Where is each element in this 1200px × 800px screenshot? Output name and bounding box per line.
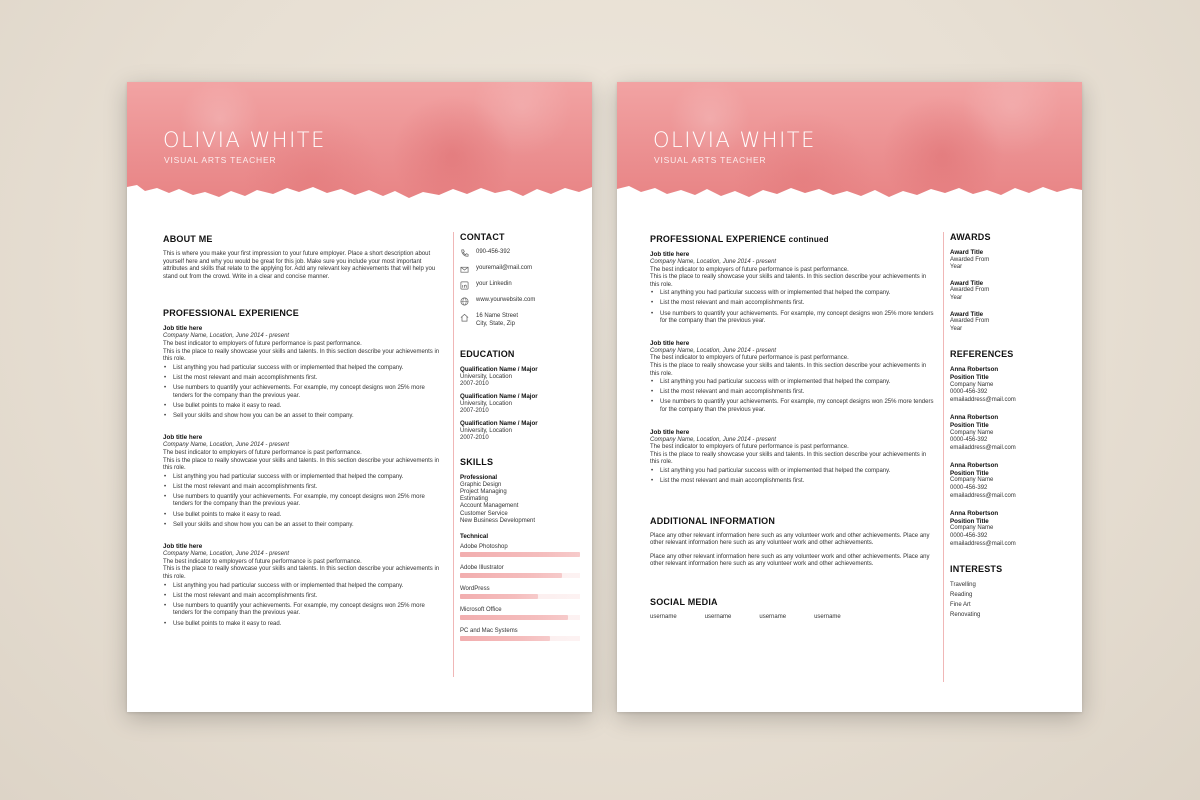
contact-linkedin xyxy=(460,281,583,290)
additional-info-text: Place any other relevant information here such as any volunteer work and other achievements. Place any other relevant information here such as any volunteer work and other achievements. xyxy=(650,532,930,547)
reference-company: Company Name xyxy=(950,477,994,484)
linkedin-icon xyxy=(460,281,469,290)
home-icon xyxy=(460,313,469,322)
skill-level-fill xyxy=(460,552,580,557)
continued-label: continued xyxy=(788,235,829,244)
job-bullet: • List the most relevant and main accomplishments first. xyxy=(650,300,935,308)
job-bullet: • List anything you had particular success with or implemented that helped the company. xyxy=(650,379,935,387)
experience-continued-heading xyxy=(650,234,935,244)
university-location: University, Location xyxy=(460,400,512,407)
additional-info-heading: ADDITIONAL INFORMATION xyxy=(650,515,776,526)
envelope-icon xyxy=(460,265,469,274)
address-block xyxy=(476,313,518,328)
main-column xyxy=(163,234,441,642)
skill-level-fill xyxy=(460,615,568,620)
qualification-name: Qualification Name / Major xyxy=(460,393,538,401)
job-bullet-list xyxy=(650,290,935,325)
technical-skill-name: Microsoft Office xyxy=(460,606,502,613)
job-bullet: • List the most relevant and main accomplishments first. xyxy=(650,478,935,486)
job-bullet: • Use numbers to quantify your achievements. For example, my concept designs won 25% more tenders for the company than the previous year. xyxy=(650,311,935,326)
job-title: Job title here xyxy=(650,251,690,258)
job-company: Company Name, Location, June 2014 - present xyxy=(163,551,290,558)
awarded-from: Awarded From xyxy=(950,287,990,294)
job-bullet: • Use bullet points to make it easy to read. xyxy=(163,403,441,411)
skill-level-bar xyxy=(460,615,580,620)
skill-level-fill xyxy=(460,636,550,641)
social-media-list xyxy=(650,614,935,620)
job-summary: The best indicator to employers of future performance is past performance. xyxy=(163,449,362,456)
job-bullet: • List the most relevant and main accomplishments first. xyxy=(650,389,935,397)
skill-item: Customer Service xyxy=(460,510,508,517)
about-heading: ABOUT ME xyxy=(163,234,213,244)
job-bullet: • Use numbers to quantify your achievements. For example, my concept designs won 25% more tenders for the company than the previous year. xyxy=(163,494,441,509)
reference-entry xyxy=(950,414,1073,452)
technical-skill-name: Adobe Illustrator xyxy=(460,564,504,571)
job-entry xyxy=(650,340,935,415)
job-company: Company Name, Location, June 2014 - present xyxy=(650,259,777,265)
job-entry xyxy=(650,429,935,486)
reference-name: Anna Robertson xyxy=(950,366,999,374)
skill-item: Estimating xyxy=(460,496,489,503)
technical-skill xyxy=(460,585,583,599)
reference-email: emailaddress@mail.com xyxy=(950,396,1016,403)
technical-skill xyxy=(460,543,583,557)
education-years: 2007-2010 xyxy=(460,407,489,414)
job-description: This is the place to really showcase your skills and talents. In this section describe your achievements in this role. xyxy=(650,362,927,377)
job-bullet: • Sell your skills and show how you can be an asset to their company. xyxy=(163,522,441,530)
reference-entry xyxy=(950,462,1073,500)
watercolor-header-banner xyxy=(617,82,1082,204)
skills-heading: SKILLS xyxy=(460,457,494,468)
skill-item: Account Management xyxy=(460,503,519,510)
award-entry xyxy=(950,311,1073,334)
torn-edge-decoration xyxy=(127,179,592,205)
university-location: University, Location xyxy=(460,373,512,380)
job-bullet: • Use numbers to quantify your achievements. For example, my concept designs won 25% more tenders for the company than the previous year. xyxy=(650,399,935,414)
education-years: 2007-2010 xyxy=(460,434,489,441)
award-year: Year xyxy=(950,264,963,271)
reference-entry xyxy=(950,510,1073,548)
job-bullet: • Sell your skills and show how you can be an asset to their company. xyxy=(163,413,441,421)
interest-item: Fine Art xyxy=(950,601,971,608)
social-username[interactable]: username xyxy=(814,613,841,620)
job-bullet: • List anything you had particular success with or implemented that helped the company. xyxy=(650,290,935,298)
skill-item: Graphic Design xyxy=(460,481,502,488)
watercolor-header-banner xyxy=(127,82,592,204)
job-description: This is the place to really showcase your skills and talents. In this section describe your achievements in this role. xyxy=(650,451,927,466)
job-title: Job title here xyxy=(650,339,690,347)
technical-skill-name: Adobe Photoshop xyxy=(460,543,508,550)
reference-phone: 0000-456-392 xyxy=(950,485,988,492)
job-entry xyxy=(163,434,441,529)
contact-phone xyxy=(460,249,583,258)
skill-item: Project Managing xyxy=(460,488,507,495)
awards-heading: AWARDS xyxy=(950,232,991,242)
skill-level-fill xyxy=(460,594,538,599)
awarded-from: Awarded From xyxy=(950,318,990,325)
social-username[interactable]: username xyxy=(759,613,787,620)
job-bullet: • List anything you had particular success with or implemented that helped the company. xyxy=(163,583,441,591)
qualification-name: Qualification Name / Major xyxy=(460,366,538,374)
experience-heading: PROFESSIONAL EXPERIENCE xyxy=(650,234,786,244)
job-summary: The best indicator to employers of future performance is past performance. xyxy=(163,558,362,565)
job-description: This is the place to really showcase your skills and talents. In this section describe your achievements in this role. xyxy=(163,566,440,581)
phone-text: 090-456-392 xyxy=(476,249,511,255)
job-bullet-list xyxy=(650,468,935,486)
job-bullet: • List anything you had particular success with or implemented that helped the company. xyxy=(650,468,935,476)
job-company: Company Name, Location, June 2014 - present xyxy=(650,347,777,354)
candidate-title: VISUAL ARTS TEACHER xyxy=(164,155,277,165)
technical-skill xyxy=(460,627,583,641)
job-bullet-list xyxy=(163,583,441,628)
job-summary: The best indicator to employers of future performance is past performance. xyxy=(650,266,849,273)
job-bullet: • List anything you had particular success with or implemented that helped the company. xyxy=(163,474,441,482)
reference-email: emailaddress@mail.com xyxy=(950,492,1016,499)
contact-email xyxy=(460,265,583,274)
job-title: Job title here xyxy=(163,543,203,551)
reference-position: Position Title xyxy=(950,469,989,477)
references-heading: REFERENCES xyxy=(950,349,1014,360)
additional-info-text: Place any other relevant information here such as any volunteer work and other achievements. Place any other relevant information here such as any volunteer work and other achievements. xyxy=(650,553,930,568)
job-bullet: • Use numbers to quantify your achievements. For example, my concept designs won 25% more tenders for the company than the previous year. xyxy=(163,603,441,618)
technical-skill-name: WordPress xyxy=(460,585,490,592)
resume-page-2 xyxy=(617,82,1082,712)
job-bullet: • List the most relevant and main accomplishments first. xyxy=(163,375,441,383)
reference-position: Position Title xyxy=(950,373,989,381)
technical-skill xyxy=(460,564,583,578)
skill-level-bar xyxy=(460,636,580,641)
reference-company: Company Name xyxy=(950,381,994,388)
skill-level-bar xyxy=(460,573,580,578)
award-entry xyxy=(950,249,1073,272)
award-title: Award Title xyxy=(950,310,984,318)
social-media-heading: SOCIAL MEDIA xyxy=(650,596,718,607)
candidate-title: VISUAL ARTS TEACHER xyxy=(654,155,767,165)
job-title: Job title here xyxy=(163,434,203,442)
skill-level-fill xyxy=(460,573,562,578)
job-summary: The best indicator to employers of future performance is past performance. xyxy=(163,340,362,347)
reference-company: Company Name xyxy=(950,429,994,436)
job-entry xyxy=(650,251,935,326)
sidebar-column xyxy=(943,232,1073,682)
experience-heading: PROFESSIONAL EXPERIENCE xyxy=(163,308,299,319)
education-heading: EDUCATION xyxy=(460,349,515,360)
reference-email: emailaddress@mail.com xyxy=(950,444,1016,451)
award-title: Award Title xyxy=(950,279,984,287)
interest-item: Reading xyxy=(950,592,973,599)
job-bullet: • Use bullet points to make it easy to read. xyxy=(163,621,441,629)
candidate-name: OLIVIA WHITE xyxy=(653,128,816,152)
reference-entry xyxy=(950,366,1073,404)
reference-phone: 0000-456-392 xyxy=(950,437,988,444)
reference-company: Company Name xyxy=(950,525,994,532)
awarded-from: Awarded From xyxy=(950,256,990,263)
job-company: Company Name, Location, June 2014 - present xyxy=(650,436,777,443)
job-company: Company Name, Location, June 2014 - present xyxy=(163,442,290,449)
technical-skill xyxy=(460,606,583,620)
contact-heading: CONTACT xyxy=(460,232,505,242)
main-column xyxy=(650,234,935,620)
social-username[interactable]: username xyxy=(650,613,677,620)
reference-phone: 0000-456-392 xyxy=(950,389,988,396)
interest-item: Travelling xyxy=(950,582,976,589)
job-description: This is the place to really showcase your skills and talents. In this section describe your achievements in this role. xyxy=(650,274,927,288)
award-year: Year xyxy=(950,325,963,332)
education-entry xyxy=(460,393,583,415)
job-bullet: • Use bullet points to make it easy to read. xyxy=(163,512,441,520)
skill-level-bar xyxy=(460,552,580,557)
technical-skill-name: PC and Mac Systems xyxy=(460,627,518,634)
contact-website xyxy=(460,297,583,306)
job-entry xyxy=(163,325,441,420)
skill-item: New Business Development xyxy=(460,517,536,524)
job-company: Company Name, Location, June 2014 - present xyxy=(163,333,290,340)
candidate-name: OLIVIA WHITE xyxy=(163,128,326,152)
reference-name: Anna Robertson xyxy=(950,462,999,470)
phone-icon xyxy=(460,249,469,258)
torn-edge-decoration xyxy=(617,179,1082,205)
education-years: 2007-2010 xyxy=(460,380,489,387)
website-text: www.yourwebsite.com xyxy=(476,297,536,303)
reference-position: Position Title xyxy=(950,517,989,525)
address-line-2: City, State, Zip xyxy=(476,320,515,327)
job-description: This is the place to really showcase your skills and talents. In this section describe your achievements in this role. xyxy=(163,348,440,363)
reference-email: emailaddress@mail.com xyxy=(950,540,1016,547)
job-bullet: • Use numbers to quantify your achievements. For example, my concept designs won 25% more tenders for the company than the previous year. xyxy=(163,385,441,400)
address-line-1: 16 Name Street xyxy=(476,313,519,319)
reference-phone: 0000-456-392 xyxy=(950,533,988,540)
job-bullet-list xyxy=(163,474,441,530)
education-entry xyxy=(460,366,583,388)
technical-skills-label: Technical xyxy=(460,533,489,540)
job-description: This is the place to really showcase your skills and talents. In this section describe your achievements in this role. xyxy=(163,457,440,472)
education-entry xyxy=(460,420,583,442)
job-entry xyxy=(163,543,441,628)
university-location: University, Location xyxy=(460,427,512,434)
about-text: This is where you make your first impression to your future employer. Place a short description about yourself here and why you would be great for this job. Make sure you include your most important attributes and skills that relate to the applying for. Add any relevant key achievements that will help you stand out from the crowd. Write in a clear and concise manner. xyxy=(163,251,436,280)
job-bullet-list xyxy=(163,365,441,421)
award-entry xyxy=(950,280,1073,303)
sidebar-column xyxy=(453,232,583,677)
skill-level-bar xyxy=(460,594,580,599)
award-year: Year xyxy=(950,294,963,301)
job-summary: The best indicator to employers of future performance is past performance. xyxy=(650,444,849,451)
contact-address xyxy=(460,313,583,328)
qualification-name: Qualification Name / Major xyxy=(460,420,538,428)
award-title: Award Title xyxy=(950,249,984,256)
reference-name: Anna Robertson xyxy=(950,510,999,518)
interest-item: Renovating xyxy=(950,611,981,618)
globe-icon xyxy=(460,297,469,306)
email-text: youremail@mail.com xyxy=(476,265,533,271)
job-title: Job title here xyxy=(650,428,690,436)
reference-name: Anna Robertson xyxy=(950,414,999,422)
interests-heading: INTERESTS xyxy=(950,564,1003,575)
linkedin-text: your Linkedin xyxy=(476,281,512,287)
job-bullet-list xyxy=(650,379,935,414)
job-bullet: • List the most relevant and main accomplishments first. xyxy=(163,484,441,492)
social-username[interactable]: username xyxy=(704,613,732,620)
professional-skills-label: Professional xyxy=(460,474,498,482)
reference-position: Position Title xyxy=(950,421,989,429)
job-bullet: • List anything you had particular success with or implemented that helped the company. xyxy=(163,365,441,373)
job-bullet: • List the most relevant and main accomplishments first. xyxy=(163,593,441,601)
job-title: Job title here xyxy=(163,325,203,333)
job-summary: The best indicator to employers of future performance is past performance. xyxy=(650,355,849,362)
resume-page-1 xyxy=(127,82,592,712)
